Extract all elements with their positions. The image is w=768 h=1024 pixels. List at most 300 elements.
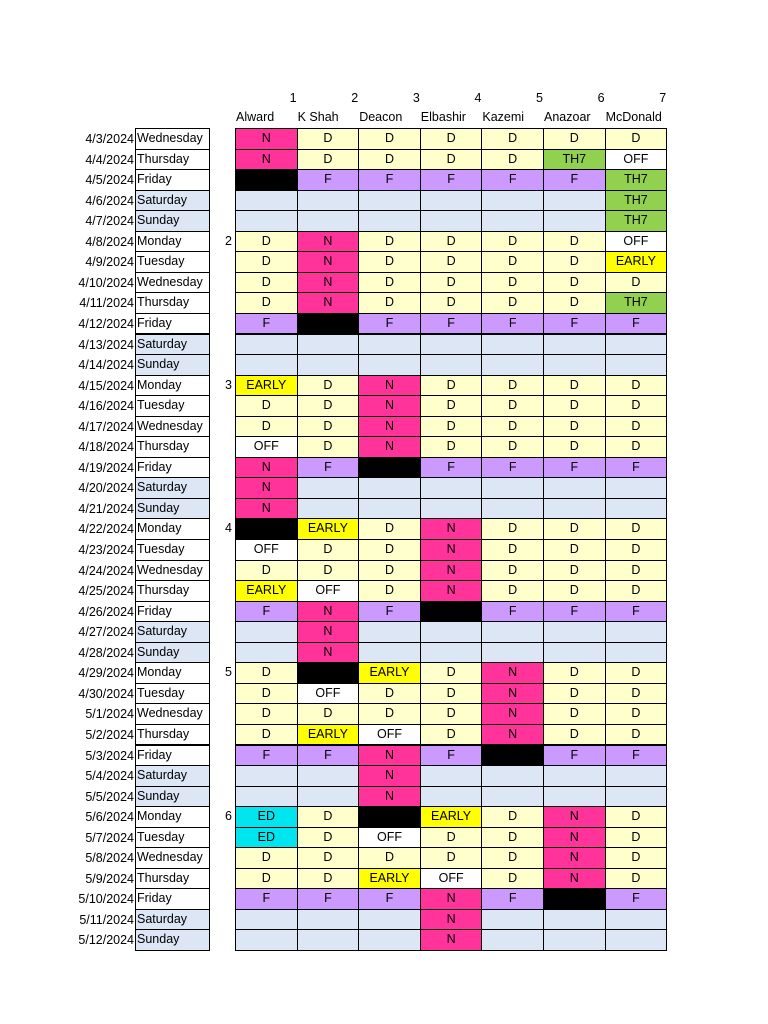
shift-cell: D bbox=[543, 703, 606, 725]
shift-cell: F bbox=[605, 601, 668, 623]
shift-cell bbox=[543, 354, 606, 376]
shift-cell: D bbox=[543, 436, 606, 458]
shift-cell bbox=[358, 806, 421, 828]
shift-cell: F bbox=[297, 169, 360, 191]
row-day: Friday bbox=[135, 457, 210, 479]
shift-cell: EARLY bbox=[235, 580, 298, 602]
row-day: Thursday bbox=[135, 580, 210, 602]
shift-cell bbox=[481, 745, 544, 767]
shift-cell: D bbox=[420, 149, 483, 171]
row-date: 5/8/2024 bbox=[85, 851, 134, 866]
shift-cell: D bbox=[481, 395, 544, 417]
shift-cell bbox=[358, 334, 421, 356]
shift-cell bbox=[481, 477, 544, 499]
shift-cell: D bbox=[358, 847, 421, 869]
shift-cell: D bbox=[297, 847, 360, 869]
shift-cell bbox=[358, 210, 421, 232]
shift-cell: D bbox=[420, 662, 483, 684]
row-day: Saturday bbox=[135, 190, 210, 212]
shift-cell: D bbox=[543, 580, 606, 602]
shift-cell: D bbox=[543, 662, 606, 684]
shift-cell: D bbox=[420, 703, 483, 725]
shift-cell: EARLY bbox=[420, 806, 483, 828]
shift-cell: D bbox=[481, 580, 544, 602]
shift-cell: F bbox=[297, 457, 360, 479]
shift-cell: D bbox=[235, 416, 298, 438]
row-date: 4/16/2024 bbox=[78, 399, 134, 414]
row-day: Thursday bbox=[135, 292, 210, 314]
shift-cell: N bbox=[297, 601, 360, 623]
shift-cell bbox=[235, 642, 298, 664]
shift-cell: D bbox=[235, 703, 298, 725]
shift-cell: D bbox=[481, 231, 544, 253]
shift-cell: F bbox=[605, 888, 668, 910]
shift-cell: D bbox=[481, 272, 544, 294]
shift-cell: D bbox=[420, 436, 483, 458]
shift-cell bbox=[420, 621, 483, 643]
shift-cell: D bbox=[297, 436, 360, 458]
shift-cell: N bbox=[481, 703, 544, 725]
shift-cell bbox=[605, 786, 668, 808]
shift-cell: D bbox=[605, 868, 668, 890]
shift-cell bbox=[235, 190, 298, 212]
shift-cell: EARLY bbox=[297, 518, 360, 540]
shift-cell bbox=[358, 909, 421, 931]
week-number: 4 bbox=[225, 521, 232, 536]
shift-cell: D bbox=[420, 416, 483, 438]
shift-cell: D bbox=[235, 231, 298, 253]
shift-cell bbox=[481, 498, 544, 520]
shift-cell bbox=[543, 888, 606, 910]
shift-cell bbox=[605, 477, 668, 499]
shift-cell: D bbox=[297, 149, 360, 171]
shift-cell bbox=[543, 765, 606, 787]
shift-cell bbox=[481, 354, 544, 376]
shift-cell: TH7 bbox=[543, 149, 606, 171]
shift-cell bbox=[481, 190, 544, 212]
shift-cell: F bbox=[297, 745, 360, 767]
shift-cell: OFF bbox=[235, 539, 298, 561]
row-day: Friday bbox=[135, 601, 210, 623]
shift-cell: D bbox=[481, 128, 544, 150]
shift-cell bbox=[605, 642, 668, 664]
shift-cell bbox=[481, 765, 544, 787]
shift-cell bbox=[420, 786, 483, 808]
row-day: Saturday bbox=[135, 909, 210, 931]
row-date: 5/6/2024 bbox=[85, 810, 134, 825]
shift-cell: OFF bbox=[297, 683, 360, 705]
row-day: Wednesday bbox=[135, 560, 210, 582]
shift-cell: D bbox=[297, 128, 360, 150]
shift-cell: OFF bbox=[605, 149, 668, 171]
shift-cell bbox=[481, 210, 544, 232]
row-day: Friday bbox=[135, 313, 210, 335]
shift-cell: D bbox=[605, 416, 668, 438]
shift-cell: D bbox=[358, 251, 421, 273]
shift-cell: D bbox=[358, 272, 421, 294]
shift-cell: N bbox=[358, 416, 421, 438]
shift-cell: D bbox=[481, 806, 544, 828]
row-day: Wednesday bbox=[135, 272, 210, 294]
shift-cell bbox=[543, 477, 606, 499]
shift-cell: D bbox=[420, 128, 483, 150]
week-number: 6 bbox=[225, 809, 232, 824]
shift-cell: F bbox=[481, 169, 544, 191]
shift-cell: D bbox=[543, 518, 606, 540]
row-day: Thursday bbox=[135, 724, 210, 746]
shift-cell bbox=[605, 909, 668, 931]
row-date: 4/18/2024 bbox=[78, 440, 134, 455]
shift-cell: D bbox=[605, 827, 668, 849]
shift-cell: F bbox=[420, 313, 483, 335]
shift-cell bbox=[543, 210, 606, 232]
row-day: Tuesday bbox=[135, 251, 210, 273]
shift-cell: D bbox=[297, 827, 360, 849]
row-day: Wednesday bbox=[135, 128, 210, 150]
row-day: Friday bbox=[135, 169, 210, 191]
shift-cell: D bbox=[420, 375, 483, 397]
row-date: 5/2/2024 bbox=[85, 727, 134, 742]
row-date: 4/15/2024 bbox=[78, 378, 134, 393]
shift-cell bbox=[605, 621, 668, 643]
row-date: 5/5/2024 bbox=[85, 789, 134, 804]
shift-cell bbox=[420, 498, 483, 520]
row-date: 4/29/2024 bbox=[78, 666, 134, 681]
row-day: Tuesday bbox=[135, 683, 210, 705]
row-date: 4/10/2024 bbox=[78, 275, 134, 290]
staff-number: 1 bbox=[289, 91, 297, 105]
row-date: 4/25/2024 bbox=[78, 584, 134, 599]
shift-cell bbox=[235, 354, 298, 376]
shift-cell: D bbox=[481, 560, 544, 582]
shift-cell: OFF bbox=[420, 868, 483, 890]
shift-cell: D bbox=[358, 149, 421, 171]
shift-cell bbox=[358, 190, 421, 212]
shift-cell: N bbox=[358, 745, 421, 767]
shift-cell bbox=[235, 210, 298, 232]
shift-cell: N bbox=[358, 436, 421, 458]
shift-cell: N bbox=[297, 231, 360, 253]
shift-cell: D bbox=[420, 683, 483, 705]
shift-cell bbox=[297, 334, 360, 356]
shift-cell: N bbox=[297, 251, 360, 273]
shift-cell: OFF bbox=[358, 724, 421, 746]
shift-cell: D bbox=[543, 292, 606, 314]
staff-name: K Shah bbox=[297, 110, 339, 124]
shift-cell: D bbox=[420, 827, 483, 849]
shift-cell: D bbox=[605, 436, 668, 458]
shift-cell bbox=[543, 642, 606, 664]
shift-cell: D bbox=[605, 375, 668, 397]
row-date: 4/7/2024 bbox=[85, 214, 134, 229]
staff-name: McDonald bbox=[605, 110, 662, 124]
staff-number: 5 bbox=[536, 91, 543, 105]
shift-cell: F bbox=[605, 457, 668, 479]
row-day: Sunday bbox=[135, 642, 210, 664]
shift-cell: OFF bbox=[235, 436, 298, 458]
shift-cell bbox=[235, 621, 298, 643]
row-day: Saturday bbox=[135, 621, 210, 643]
row-day: Saturday bbox=[135, 765, 210, 787]
row-date: 4/17/2024 bbox=[78, 419, 134, 434]
row-date: 4/26/2024 bbox=[78, 604, 134, 619]
shift-cell: F bbox=[235, 888, 298, 910]
shift-cell: D bbox=[420, 724, 483, 746]
shift-cell: EARLY bbox=[297, 724, 360, 746]
shift-cell: D bbox=[297, 703, 360, 725]
shift-cell: D bbox=[481, 292, 544, 314]
week-number: 2 bbox=[225, 233, 232, 248]
shift-cell: N bbox=[420, 539, 483, 561]
shift-cell: D bbox=[358, 580, 421, 602]
shift-cell: D bbox=[235, 683, 298, 705]
shift-cell: D bbox=[358, 560, 421, 582]
shift-cell bbox=[297, 190, 360, 212]
shift-cell bbox=[235, 518, 298, 540]
shift-cell bbox=[481, 786, 544, 808]
shift-cell: D bbox=[605, 560, 668, 582]
shift-cell bbox=[605, 929, 668, 951]
staff-number: 6 bbox=[597, 91, 605, 105]
shift-cell bbox=[235, 765, 298, 787]
row-date: 5/1/2024 bbox=[85, 707, 134, 722]
row-day: Wednesday bbox=[135, 416, 210, 438]
shift-cell bbox=[420, 190, 483, 212]
row-day: Monday bbox=[135, 662, 210, 684]
row-date: 5/9/2024 bbox=[85, 871, 134, 886]
shift-cell: D bbox=[481, 375, 544, 397]
row-day: Sunday bbox=[135, 210, 210, 232]
shift-cell bbox=[420, 334, 483, 356]
shift-cell bbox=[297, 765, 360, 787]
shift-cell bbox=[358, 929, 421, 951]
shift-cell: ED bbox=[235, 806, 298, 828]
shift-cell: D bbox=[420, 847, 483, 869]
shift-cell: D bbox=[420, 231, 483, 253]
staff-number: 7 bbox=[659, 91, 667, 105]
row-date: 4/3/2024 bbox=[85, 132, 134, 146]
shift-cell: OFF bbox=[297, 580, 360, 602]
shift-cell: D bbox=[605, 724, 668, 746]
shift-cell: N bbox=[358, 786, 421, 808]
shift-cell: F bbox=[358, 888, 421, 910]
shift-cell: D bbox=[543, 375, 606, 397]
shift-cell: D bbox=[605, 806, 668, 828]
row-day: Sunday bbox=[135, 929, 210, 951]
row-date: 4/21/2024 bbox=[78, 501, 134, 516]
row-day: Monday bbox=[135, 231, 210, 253]
shift-cell bbox=[235, 929, 298, 951]
row-day: Monday bbox=[135, 806, 210, 828]
shift-cell: N bbox=[297, 292, 360, 314]
shift-cell bbox=[481, 334, 544, 356]
row-day: Saturday bbox=[135, 334, 210, 356]
shift-cell: D bbox=[235, 272, 298, 294]
shift-cell: D bbox=[605, 580, 668, 602]
shift-cell bbox=[297, 313, 360, 335]
shift-cell bbox=[297, 662, 360, 684]
shift-cell: D bbox=[481, 149, 544, 171]
row-day: Wednesday bbox=[135, 703, 210, 725]
shift-cell: F bbox=[543, 745, 606, 767]
shift-cell: F bbox=[358, 169, 421, 191]
row-date: 5/11/2024 bbox=[79, 912, 134, 927]
shift-cell bbox=[543, 786, 606, 808]
row-day: Tuesday bbox=[135, 827, 210, 849]
shift-cell: D bbox=[235, 847, 298, 869]
staff-name: Anazoar bbox=[544, 110, 591, 124]
row-date: 4/23/2024 bbox=[78, 543, 134, 557]
shift-cell: F bbox=[358, 601, 421, 623]
shift-cell: D bbox=[235, 724, 298, 746]
shift-cell bbox=[481, 621, 544, 643]
shift-cell: D bbox=[420, 292, 483, 314]
row-date: 4/28/2024 bbox=[78, 645, 134, 660]
shift-cell: N bbox=[543, 827, 606, 849]
shift-cell bbox=[420, 210, 483, 232]
shift-cell: N bbox=[235, 498, 298, 520]
shift-cell bbox=[420, 642, 483, 664]
shift-cell: D bbox=[605, 703, 668, 725]
shift-cell: F bbox=[543, 169, 606, 191]
shift-cell: D bbox=[543, 395, 606, 417]
shift-cell: D bbox=[481, 847, 544, 869]
shift-cell: D bbox=[420, 272, 483, 294]
shift-cell: D bbox=[543, 560, 606, 582]
shift-cell: N bbox=[358, 765, 421, 787]
row-date: 4/19/2024 bbox=[78, 460, 134, 475]
row-date: 4/27/2024 bbox=[78, 625, 134, 640]
shift-cell bbox=[420, 765, 483, 787]
row-day: Sunday bbox=[135, 354, 210, 376]
shift-cell: D bbox=[605, 683, 668, 705]
shift-cell: D bbox=[605, 128, 668, 150]
staff-number: 4 bbox=[474, 91, 482, 105]
shift-cell: D bbox=[297, 806, 360, 828]
shift-cell: D bbox=[543, 231, 606, 253]
shift-cell: D bbox=[605, 662, 668, 684]
shift-cell: D bbox=[605, 847, 668, 869]
shift-cell: F bbox=[605, 745, 668, 767]
row-date: 4/13/2024 bbox=[78, 337, 134, 352]
shift-cell: D bbox=[358, 231, 421, 253]
shift-cell bbox=[358, 498, 421, 520]
row-date: 4/4/2024 bbox=[85, 152, 134, 167]
shift-cell: N bbox=[297, 642, 360, 664]
shift-cell: OFF bbox=[605, 231, 668, 253]
shift-cell: ED bbox=[235, 827, 298, 849]
row-day: Sunday bbox=[135, 786, 210, 808]
shift-cell: D bbox=[605, 395, 668, 417]
shift-cell bbox=[543, 621, 606, 643]
shift-cell: D bbox=[605, 272, 668, 294]
shift-cell: D bbox=[481, 868, 544, 890]
row-day: Thursday bbox=[135, 436, 210, 458]
shift-cell: N bbox=[235, 149, 298, 171]
shift-cell: N bbox=[481, 662, 544, 684]
shift-cell: OFF bbox=[358, 827, 421, 849]
shift-cell: D bbox=[543, 416, 606, 438]
row-date: 4/20/2024 bbox=[78, 481, 134, 496]
shift-cell bbox=[543, 190, 606, 212]
shift-cell: D bbox=[420, 251, 483, 273]
shift-cell: N bbox=[420, 580, 483, 602]
shift-cell: D bbox=[235, 868, 298, 890]
row-date: 5/7/2024 bbox=[85, 830, 134, 845]
shift-cell bbox=[358, 621, 421, 643]
shift-cell: N bbox=[358, 395, 421, 417]
row-date: 4/22/2024 bbox=[78, 522, 134, 537]
shift-cell: N bbox=[420, 518, 483, 540]
shift-cell: F bbox=[420, 745, 483, 767]
row-date: 4/14/2024 bbox=[78, 358, 134, 373]
shift-cell: D bbox=[235, 292, 298, 314]
shift-cell: F bbox=[420, 169, 483, 191]
week-number: 5 bbox=[225, 665, 232, 680]
row-date: 4/30/2024 bbox=[78, 686, 134, 701]
shift-cell: D bbox=[358, 518, 421, 540]
shift-cell: F bbox=[481, 888, 544, 910]
shift-cell bbox=[420, 477, 483, 499]
shift-cell bbox=[358, 354, 421, 376]
shift-cell bbox=[543, 334, 606, 356]
row-date: 4/8/2024 bbox=[85, 234, 134, 249]
row-date: 4/24/2024 bbox=[78, 563, 134, 578]
shift-cell: N bbox=[420, 560, 483, 582]
shift-cell: D bbox=[543, 128, 606, 150]
shift-cell bbox=[358, 477, 421, 499]
shift-cell: D bbox=[481, 539, 544, 561]
shift-cell: D bbox=[358, 292, 421, 314]
shift-cell: D bbox=[543, 539, 606, 561]
row-day: Tuesday bbox=[135, 395, 210, 417]
shift-cell: D bbox=[297, 375, 360, 397]
shift-cell: D bbox=[358, 683, 421, 705]
staff-name: Alward bbox=[236, 110, 275, 124]
staff-name: Elbashir bbox=[420, 110, 466, 124]
shift-cell bbox=[297, 909, 360, 931]
shift-cell: D bbox=[235, 251, 298, 273]
shift-cell: D bbox=[543, 272, 606, 294]
row-date: 4/12/2024 bbox=[78, 316, 134, 331]
shift-cell: F bbox=[543, 601, 606, 623]
staff-name: Kazemi bbox=[482, 110, 525, 124]
shift-cell: N bbox=[297, 621, 360, 643]
shift-cell: TH7 bbox=[605, 210, 668, 232]
shift-cell bbox=[235, 786, 298, 808]
shift-cell: D bbox=[481, 827, 544, 849]
shift-cell: D bbox=[297, 395, 360, 417]
row-day: Monday bbox=[135, 518, 210, 540]
row-date: 4/11/2024 bbox=[79, 296, 134, 311]
shift-cell: D bbox=[297, 539, 360, 561]
shift-cell: D bbox=[481, 251, 544, 273]
shift-cell: D bbox=[297, 416, 360, 438]
shift-cell: D bbox=[543, 724, 606, 746]
shift-cell bbox=[297, 477, 360, 499]
shift-cell: F bbox=[481, 313, 544, 335]
staff-number: 2 bbox=[351, 91, 359, 105]
shift-cell bbox=[543, 929, 606, 951]
shift-cell: F bbox=[605, 313, 668, 335]
shift-cell: F bbox=[358, 313, 421, 335]
shift-cell: TH7 bbox=[605, 190, 668, 212]
shift-cell bbox=[297, 210, 360, 232]
shift-cell: N bbox=[235, 128, 298, 150]
shift-cell: D bbox=[543, 683, 606, 705]
shift-cell: EARLY bbox=[358, 662, 421, 684]
row-day: Wednesday bbox=[135, 847, 210, 869]
